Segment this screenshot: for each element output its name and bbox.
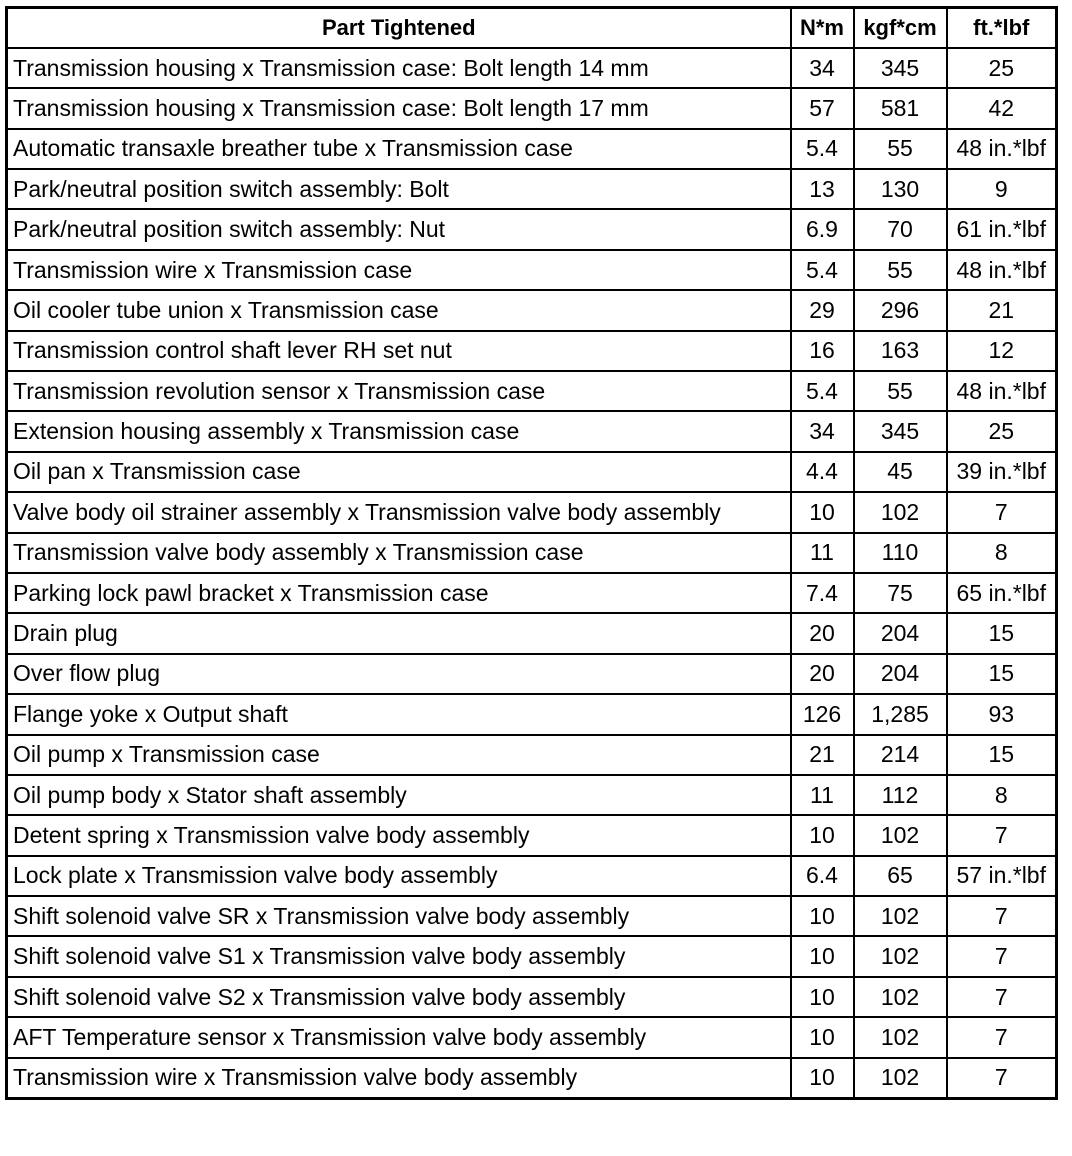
kgf-cm-cell: 163: [854, 331, 947, 371]
kgf-cm-cell: 102: [854, 1058, 947, 1098]
kgf-cm-cell: 214: [854, 735, 947, 775]
part-cell: Flange yoke x Output shaft: [7, 694, 791, 734]
part-cell: Transmission wire x Transmission valve body assembly: [7, 1058, 791, 1098]
kgf-cm-cell: 102: [854, 896, 947, 936]
table-row: [7, 411, 1057, 451]
nm-cell: 6.4: [791, 856, 854, 896]
part-cell: Shift solenoid valve SR x Transmission valve body assembly: [7, 896, 791, 936]
header-nm: N*m: [791, 8, 854, 48]
table-row: [7, 452, 1057, 492]
kgf-cm-cell: 581: [854, 88, 947, 128]
nm-cell: 20: [791, 613, 854, 653]
nm-cell: 34: [791, 411, 854, 451]
table-row: [7, 654, 1057, 694]
kgf-cm-cell: 70: [854, 209, 947, 249]
ft-lbf-cell: 7: [947, 815, 1057, 855]
ft-lbf-cell: 8: [947, 533, 1057, 573]
kgf-cm-cell: 102: [854, 977, 947, 1017]
nm-cell: 126: [791, 694, 854, 734]
kgf-cm-cell: 45: [854, 452, 947, 492]
ft-lbf-cell: 15: [947, 613, 1057, 653]
part-cell: Valve body oil strainer assembly x Transmission valve body assembly: [7, 492, 791, 532]
part-cell: Automatic transaxle breather tube x Transmission case: [7, 129, 791, 169]
ft-lbf-cell: 21: [947, 290, 1057, 330]
kgf-cm-cell: 102: [854, 815, 947, 855]
part-cell: Shift solenoid valve S1 x Transmission valve body assembly: [7, 936, 791, 976]
torque-spec-table: [5, 6, 1058, 1100]
table-row: [7, 1017, 1057, 1057]
kgf-cm-cell: 130: [854, 169, 947, 209]
table-header-row: [7, 8, 1057, 48]
table-row: [7, 856, 1057, 896]
table-row: [7, 290, 1057, 330]
nm-cell: 6.9: [791, 209, 854, 249]
part-cell: Shift solenoid valve S2 x Transmission valve body assembly: [7, 977, 791, 1017]
nm-cell: 10: [791, 977, 854, 1017]
part-cell: Detent spring x Transmission valve body assembly: [7, 815, 791, 855]
table-row: [7, 896, 1057, 936]
kgf-cm-cell: 296: [854, 290, 947, 330]
part-cell: Transmission housing x Transmission case: Bolt length 14 mm: [7, 48, 791, 88]
part-cell: Transmission control shaft lever RH set nut: [7, 331, 791, 371]
table-row: [7, 613, 1057, 653]
kgf-cm-cell: 102: [854, 1017, 947, 1057]
nm-cell: 34: [791, 48, 854, 88]
ft-lbf-cell: 65 in.*lbf: [947, 573, 1057, 613]
table-row: [7, 169, 1057, 209]
ft-lbf-cell: 9: [947, 169, 1057, 209]
table-row: [7, 331, 1057, 371]
table-row: [7, 48, 1057, 88]
table-row: [7, 250, 1057, 290]
header-part-tightened: Part Tightened: [7, 8, 791, 48]
part-cell: Transmission housing x Transmission case: Bolt length 17 mm: [7, 88, 791, 128]
kgf-cm-cell: 345: [854, 411, 947, 451]
part-cell: Oil pan x Transmission case: [7, 452, 791, 492]
kgf-cm-cell: 204: [854, 654, 947, 694]
ft-lbf-cell: 15: [947, 735, 1057, 775]
ft-lbf-cell: 48 in.*lbf: [947, 250, 1057, 290]
kgf-cm-cell: 1,285: [854, 694, 947, 734]
table-row: [7, 129, 1057, 169]
nm-cell: 10: [791, 815, 854, 855]
nm-cell: 57: [791, 88, 854, 128]
part-cell: Transmission revolution sensor x Transmission case: [7, 371, 791, 411]
ft-lbf-cell: 39 in.*lbf: [947, 452, 1057, 492]
part-cell: Oil pump x Transmission case: [7, 735, 791, 775]
ft-lbf-cell: 42: [947, 88, 1057, 128]
table-row: [7, 492, 1057, 532]
part-cell: AFT Temperature sensor x Transmission valve body assembly: [7, 1017, 791, 1057]
nm-cell: 29: [791, 290, 854, 330]
ft-lbf-cell: 7: [947, 492, 1057, 532]
table-row: [7, 977, 1057, 1017]
part-cell: Drain plug: [7, 613, 791, 653]
table-row: [7, 775, 1057, 815]
table-row: [7, 209, 1057, 249]
nm-cell: 10: [791, 1058, 854, 1098]
nm-cell: 20: [791, 654, 854, 694]
nm-cell: 10: [791, 896, 854, 936]
ft-lbf-cell: 48 in.*lbf: [947, 129, 1057, 169]
part-cell: Transmission valve body assembly x Transmission case: [7, 533, 791, 573]
nm-cell: 5.4: [791, 129, 854, 169]
nm-cell: 4.4: [791, 452, 854, 492]
nm-cell: 10: [791, 492, 854, 532]
ft-lbf-cell: 8: [947, 775, 1057, 815]
ft-lbf-cell: 25: [947, 48, 1057, 88]
kgf-cm-cell: 102: [854, 492, 947, 532]
kgf-cm-cell: 65: [854, 856, 947, 896]
ft-lbf-cell: 15: [947, 654, 1057, 694]
ft-lbf-cell: 61 in.*lbf: [947, 209, 1057, 249]
nm-cell: 7.4: [791, 573, 854, 613]
table-row: [7, 815, 1057, 855]
part-cell: Transmission wire x Transmission case: [7, 250, 791, 290]
table-row: [7, 694, 1057, 734]
table-row: [7, 533, 1057, 573]
ft-lbf-cell: 25: [947, 411, 1057, 451]
nm-cell: 13: [791, 169, 854, 209]
nm-cell: 5.4: [791, 250, 854, 290]
kgf-cm-cell: 55: [854, 371, 947, 411]
table-row: [7, 1058, 1057, 1098]
part-cell: Extension housing assembly x Transmission case: [7, 411, 791, 451]
kgf-cm-cell: 75: [854, 573, 947, 613]
ft-lbf-cell: 93: [947, 694, 1057, 734]
part-cell: Parking lock pawl bracket x Transmission case: [7, 573, 791, 613]
part-cell: Oil pump body x Stator shaft assembly: [7, 775, 791, 815]
kgf-cm-cell: 112: [854, 775, 947, 815]
table-row: [7, 573, 1057, 613]
header-ft-lbf: ft.*lbf: [947, 8, 1057, 48]
kgf-cm-cell: 110: [854, 533, 947, 573]
part-cell: Park/neutral position switch assembly: Nut: [7, 209, 791, 249]
kgf-cm-cell: 102: [854, 936, 947, 976]
nm-cell: 11: [791, 533, 854, 573]
kgf-cm-cell: 55: [854, 129, 947, 169]
table-body: [7, 48, 1057, 1098]
table-row: [7, 88, 1057, 128]
nm-cell: 10: [791, 1017, 854, 1057]
ft-lbf-cell: 7: [947, 936, 1057, 976]
nm-cell: 16: [791, 331, 854, 371]
table-row: [7, 371, 1057, 411]
nm-cell: 11: [791, 775, 854, 815]
nm-cell: 10: [791, 936, 854, 976]
table-row: [7, 735, 1057, 775]
table-row: [7, 936, 1057, 976]
ft-lbf-cell: 48 in.*lbf: [947, 371, 1057, 411]
ft-lbf-cell: 7: [947, 1017, 1057, 1057]
header-kgf-cm: kgf*cm: [854, 8, 947, 48]
ft-lbf-cell: 7: [947, 1058, 1057, 1098]
ft-lbf-cell: 7: [947, 896, 1057, 936]
nm-cell: 5.4: [791, 371, 854, 411]
kgf-cm-cell: 55: [854, 250, 947, 290]
kgf-cm-cell: 204: [854, 613, 947, 653]
part-cell: Over flow plug: [7, 654, 791, 694]
part-cell: Oil cooler tube union x Transmission case: [7, 290, 791, 330]
ft-lbf-cell: 12: [947, 331, 1057, 371]
kgf-cm-cell: 345: [854, 48, 947, 88]
ft-lbf-cell: 7: [947, 977, 1057, 1017]
ft-lbf-cell: 57 in.*lbf: [947, 856, 1057, 896]
part-cell: Lock plate x Transmission valve body assembly: [7, 856, 791, 896]
part-cell: Park/neutral position switch assembly: Bolt: [7, 169, 791, 209]
nm-cell: 21: [791, 735, 854, 775]
